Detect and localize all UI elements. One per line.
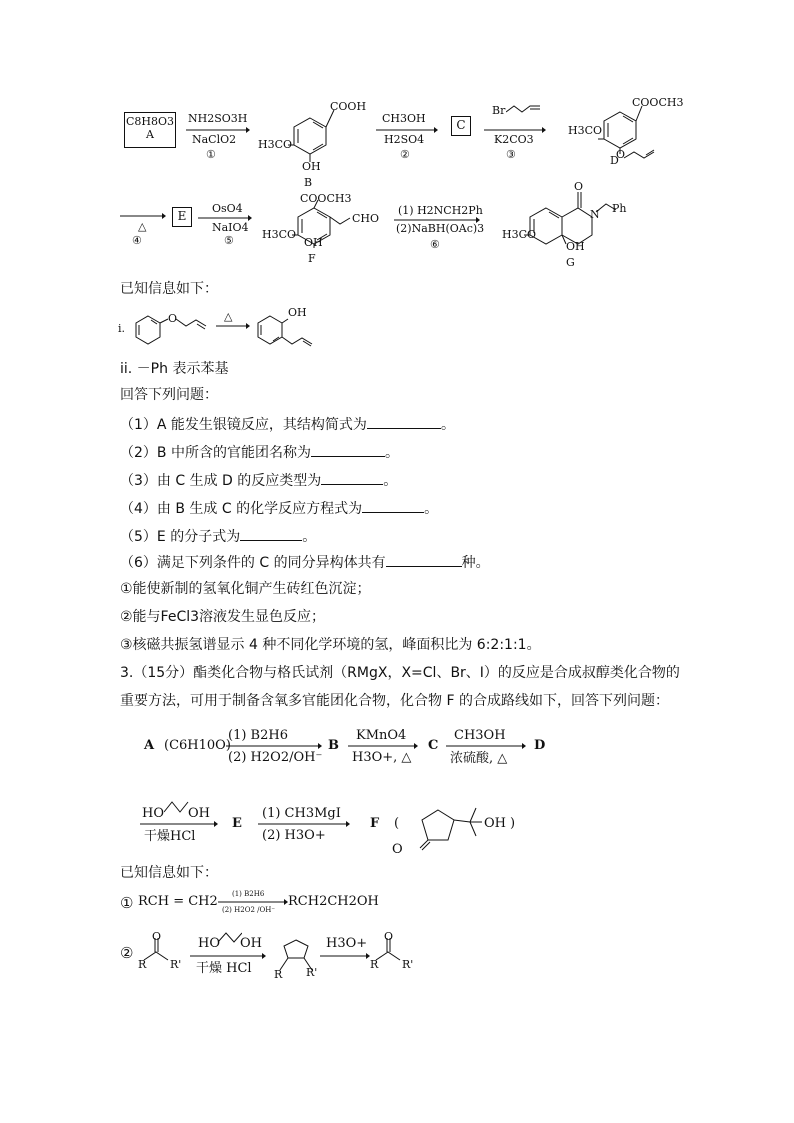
reagent-4-heat: △ <box>138 220 147 233</box>
question-2-text: （2）B 中所含的官能团名称为 <box>120 445 311 461</box>
scheme-2-a: A <box>144 738 155 753</box>
reagent-1-bottom: NaClO2 <box>192 133 237 146</box>
scheme-2-r1-top: (1) B2H6 <box>228 728 288 743</box>
reagent-2-bottom: H2SO4 <box>384 133 425 146</box>
scheme-2-a-formula: (C6H10O) <box>164 738 231 753</box>
scheme-2-d: D <box>534 738 546 753</box>
question-1-period: 。 <box>440 417 455 433</box>
question-6-text: （6）满足下列条件的 C 的同分异构体共有 <box>120 555 386 571</box>
compound-a-box <box>124 112 176 148</box>
compound-b-cooh: COOH <box>330 100 367 113</box>
question-5 <box>120 526 316 546</box>
info-1-ii: ii. －Ph 表示苯基 <box>120 361 229 377</box>
reagent-5-bottom: NaIO4 <box>212 221 249 234</box>
question-2 <box>120 442 399 462</box>
scheme-2-r5-bottom: (2) H3O+ <box>262 828 326 843</box>
scheme-2-b: B <box>328 738 339 753</box>
scheme-2-r4-bottom: 干燥HCl <box>144 829 196 844</box>
question-4-text: （4）由 B 生成 C 的化学反应方程式为 <box>120 501 363 517</box>
scheme-2-arrow-4 <box>140 820 218 828</box>
info-2-item-1-number: ① <box>120 894 134 912</box>
info-2-item-2-oh: OH <box>240 936 262 951</box>
info-1-ether-o: O <box>168 312 178 325</box>
question-1 <box>120 414 455 434</box>
scheme-2-r5-top: (1) CH3MgI <box>262 806 341 821</box>
scheme-2-r1-bottom: (2) H2O2/OH⁻ <box>228 750 323 765</box>
answer-blank-3[interactable] <box>321 470 383 485</box>
compound-c-label: C <box>456 118 466 132</box>
compound-d-ester: COOCH3 <box>632 96 684 109</box>
scheme-2-arrow-5 <box>258 820 350 828</box>
allyl-bromide-chain <box>506 102 546 122</box>
question-2-period: 。 <box>384 445 399 461</box>
info-2-item-2-ho: HO <box>198 936 220 951</box>
ketone-r: R <box>138 958 147 971</box>
answer-blank-1[interactable] <box>367 414 441 429</box>
info-1-heat: △ <box>224 310 233 323</box>
question-6-suffix: 种。 <box>461 555 490 571</box>
scheme-2-e: E <box>232 816 242 831</box>
info-2-item-1-arrow <box>218 898 288 906</box>
scheme-2-arrow-3 <box>446 742 526 750</box>
reagent-3-bottom: K2CO3 <box>494 133 534 146</box>
ketal-r-prime: R' <box>306 966 318 979</box>
info-2-item-2-bottom: 干燥 HCl <box>196 961 252 976</box>
answer-blank-6[interactable] <box>386 552 462 567</box>
info-2-item-1-right: RCH2CH2OH <box>288 894 379 909</box>
reagent-6-bottom: (2)NaBH(OAc)3 <box>396 222 485 235</box>
condition-2: ②能与FeCl3溶液发生显色反应； <box>120 609 326 625</box>
scheme-2-arrow-2 <box>348 742 418 750</box>
info-1-phenol-oh: OH <box>288 306 307 319</box>
problem-3-line-1: 3.（15分）酯类化合物与格氏试剂（RMgX，X=Cl、Br、I）的反应是合成叔醇类化合物的 <box>120 665 680 681</box>
scheme-2-r2-top: KMnO4 <box>356 728 407 743</box>
scheme-2-c: C <box>428 738 439 753</box>
compound-f-ester: COOCH3 <box>300 192 352 205</box>
question-1-text: （1）A 能发生银镜反应，其结构简式为 <box>120 417 367 433</box>
answer-blank-2[interactable] <box>311 442 385 457</box>
info-2-item-1-bottom: (2) H2O2 /OH⁻ <box>222 906 276 914</box>
reagent-1-top: NH2SO3H <box>188 112 248 125</box>
compound-f-cyclopentanone <box>398 800 494 856</box>
question-5-period: 。 <box>302 529 317 545</box>
question-4-period: 。 <box>424 501 439 517</box>
scheme-2-arrow-1 <box>226 742 322 750</box>
scheme-2-r3-top: CH3OH <box>454 728 506 743</box>
compound-d-oxygen: O <box>616 148 626 161</box>
compound-g-nitrogen: N <box>590 208 600 221</box>
question-3-text: （3）由 C 生成 D 的反应类型为 <box>120 473 322 489</box>
info-2-item-2-number: ② <box>120 944 134 962</box>
ketone-product-o: O <box>384 930 394 943</box>
compound-a-formula: C8H8O3 <box>125 115 175 128</box>
ketone-o: O <box>152 930 162 943</box>
compound-d-methoxy: H3CO <box>568 124 603 137</box>
step-3-number: ③ <box>506 148 516 161</box>
compound-g-phenyl: Ph <box>612 202 627 215</box>
compound-f-hydroxyl: OH <box>304 236 323 249</box>
info-2-item-1-left: RCH = CH2 <box>138 894 218 909</box>
reagent-2-top: CH3OH <box>382 112 426 125</box>
info-1-heading: 已知信息如下： <box>120 281 218 297</box>
question-4 <box>120 498 438 518</box>
problem-3-line-2: 重要方法，可用于制备含氧多官能团化合物，化合物 F 的合成路线如下，回答下列问题： <box>120 693 669 709</box>
question-6 <box>120 552 490 572</box>
scheme-2-r4-oh: OH <box>188 806 210 821</box>
compound-b-hydroxyl: OH <box>302 160 321 173</box>
compound-b-methoxy: H3CO <box>258 138 293 151</box>
step-6-number: ⑥ <box>430 238 440 251</box>
ethylene-glycol-chain <box>164 798 190 816</box>
compound-e-box <box>172 207 192 227</box>
compound-a-label: A <box>146 128 154 141</box>
condition-1: ①能使新制的氢氧化铜产生砖红色沉淀； <box>120 581 371 597</box>
scheme-2-f-paren-close: ) <box>510 816 516 831</box>
compound-f-aldehyde: CHO <box>352 212 380 225</box>
compound-f-hydroxyl: OH <box>484 816 506 831</box>
ketone-product-r: R <box>370 958 379 971</box>
info-2-heading: 已知信息如下： <box>120 865 218 881</box>
reagent-3-top: Br <box>492 104 506 117</box>
info-2-glycol-chain <box>218 930 242 946</box>
scheme-2-r4-ho: HO <box>142 806 164 821</box>
compound-b-label-visible: B <box>304 176 313 189</box>
arrow-4 <box>120 212 166 220</box>
scheme-2-r2-bottom: H3O+, △ <box>352 750 412 765</box>
compound-f-methoxy: H3CO <box>262 228 297 241</box>
info-1-arrow <box>216 322 250 330</box>
step-1-number: ① <box>206 148 216 161</box>
question-3-period: 。 <box>383 473 398 489</box>
reagent-5-top: OsO4 <box>212 202 243 215</box>
question-3 <box>120 470 397 490</box>
info-2-item-2-arrow-2 <box>320 952 370 960</box>
compound-e-label: E <box>177 209 187 223</box>
scheme-2-f-paren-open: ( <box>394 816 400 831</box>
answer-blank-4[interactable] <box>362 498 424 513</box>
info-1-i-label: i. <box>118 322 126 335</box>
info-2-item-2-arrow-1 <box>190 952 266 960</box>
step-4-number: ④ <box>132 234 142 247</box>
answer-blank-5[interactable] <box>240 526 302 541</box>
question-5-text: （5）E 的分子式为 <box>120 529 241 545</box>
ketal-r: R <box>274 968 283 981</box>
compound-g-label: G <box>566 256 575 269</box>
scheme-2-f: F <box>370 816 380 831</box>
compound-f-ketone-o: O <box>392 842 403 857</box>
compound-f-label: F <box>308 252 316 265</box>
ketone-r-prime: R' <box>170 958 182 971</box>
compound-g-carbonyl-o: O <box>574 180 584 193</box>
compound-c-box <box>451 116 471 136</box>
step-5-number: ⑤ <box>224 234 234 247</box>
scheme-2-r3-bottom: 浓硫酸, △ <box>450 751 508 766</box>
compound-g-methoxy: H3CO <box>502 228 537 241</box>
step-2-number: ② <box>400 148 410 161</box>
ketone-product-r-prime: R' <box>402 958 414 971</box>
info-2-item-2-r2-top: H3O+ <box>326 936 368 951</box>
compound-d-label: D <box>610 154 619 167</box>
condition-3: ③核磁共振氢谱显示 4 种不同化学环境的氢，峰面积比为 6:2:1:1。 <box>120 637 541 653</box>
questions-intro: 回答下列问题： <box>120 387 218 403</box>
reagent-6-top: (1) H2NCH2Ph <box>398 204 483 217</box>
info-2-item-1-top: (1) B2H6 <box>232 890 265 898</box>
compound-g-hydroxyl: OH <box>566 240 585 253</box>
